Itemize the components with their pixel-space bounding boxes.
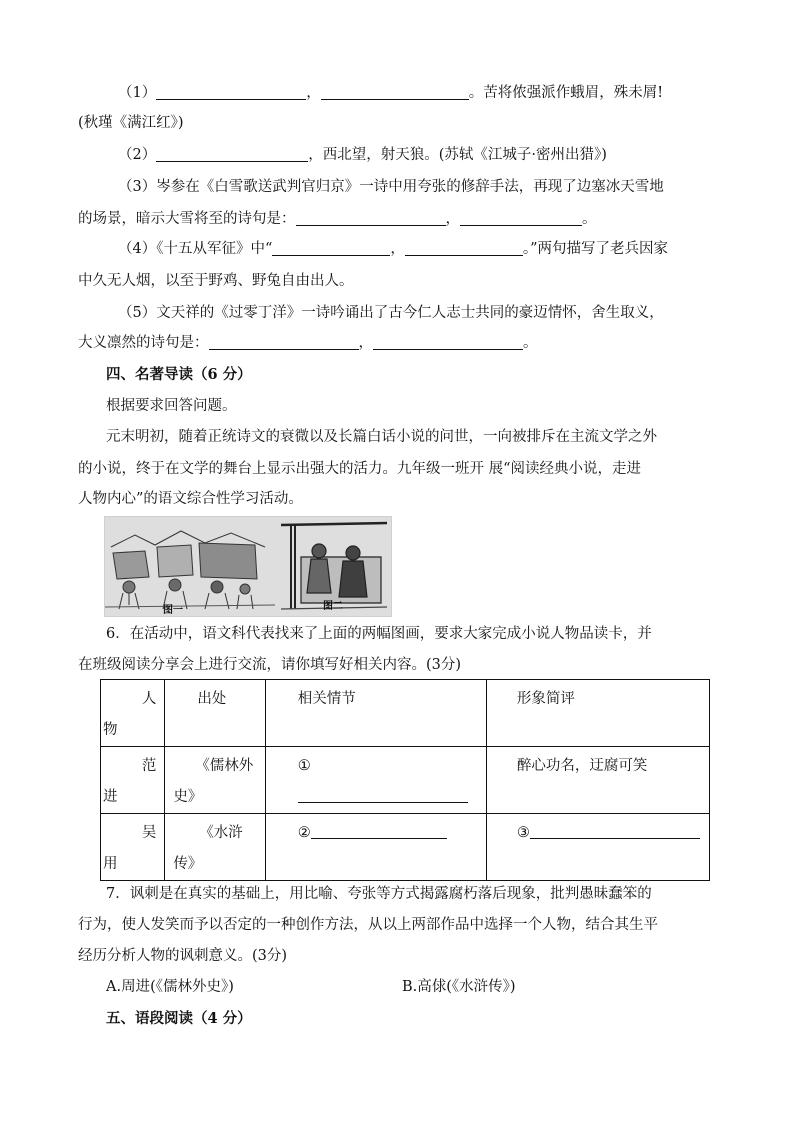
section-4-title: 四、名著导读（6 分） <box>106 366 252 383</box>
answer-blank-2[interactable] <box>156 146 308 162</box>
option-b[interactable]: B.高俅(《水浒传》) <box>402 979 516 995</box>
question-1-source: (秋瑾《满江红》) <box>78 115 184 131</box>
question-5-line2: 大义凛然的诗句是： ， 。 <box>78 335 538 351</box>
question-6-line2: 在班级阅读分享会上进行交流，请你填写好相关内容。(3分) <box>78 657 462 673</box>
row-1-evaluation: 醉心功名，迂腐可笑 <box>486 747 709 814</box>
question-4-line2: 中久无人烟，以至于野鸡、野兔自由出人。 <box>78 273 354 289</box>
row-2-evaluation[interactable]: ③ <box>486 814 709 881</box>
answer-blank-4a[interactable] <box>272 240 390 256</box>
row-1-source: 《儒林外 史》 <box>165 747 265 814</box>
row-2-character: 吴 用 <box>101 814 165 881</box>
answer-blank-1a[interactable] <box>156 84 306 100</box>
figure-1-caption: 图一 <box>163 605 183 616</box>
section-4-instruction: 根据要求回答问题。 <box>106 398 237 414</box>
table-row <box>101 747 710 814</box>
question-5-line1: （5）文天祥的《过零丁洋》一诗吟诵出了古今仁人志士共同的豪迈情怀，舍生取义， <box>118 305 664 321</box>
row-1-plot[interactable]: ① <box>265 747 486 814</box>
question-4-line1: （4）《十五从军征》中“ ， 。”两句描写了老兵因家 <box>118 241 669 257</box>
question-1-line: （1） ， 。苦将侬强派作蛾眉，殊未屑! <box>118 85 664 101</box>
section-4-para-line2: 的小说，终于在文学的舞台上显示出强大的活力。九年级一班开 展“阅读经典小说，走进 <box>78 461 642 477</box>
row-2-plot[interactable]: ② <box>265 814 486 881</box>
figure-2-caption: 图二 <box>323 601 343 612</box>
character-reading-card <box>100 679 710 881</box>
question-2-line: （2） ，西北望，射天狼。(苏轼《江城子·密州出猎》) <box>118 147 607 163</box>
table-header-row <box>101 680 710 747</box>
novel-illustrations <box>104 516 392 617</box>
section-4-para-line1: 元末明初，随着正统诗文的衰微以及长篇白话小说的问世，一向被排斥在主流文学之外 <box>106 429 657 445</box>
answer-blank-5a[interactable] <box>209 334 359 350</box>
header-source: 出处 <box>165 680 265 747</box>
row-1-character: 范 进 <box>101 747 165 814</box>
question-6-line1: 6．在活动中，语文科代表找来了上面的两幅图画，要求大家完成小说人物品读卡，并 <box>106 626 652 642</box>
answer-blank-3a[interactable] <box>296 210 446 226</box>
row-2-source: 《水浒 传》 <box>165 814 265 881</box>
question-3-line1: （3）岑参在《白雪歌送武判官归京》一诗中用夸张的修辞手法，再现了边塞冰天雪地 <box>118 179 664 195</box>
question-3-line2: 的场景，暗示大雪将至的诗句是： ， 。 <box>78 211 597 227</box>
question-7-line3: 经历分析人物的讽刺意义。(3分) <box>78 948 288 964</box>
section-5-title: 五、语段阅读（4 分） <box>106 1010 252 1027</box>
option-a[interactable]: A.周进(《儒林外史》) <box>106 979 234 995</box>
answer-blank-1b[interactable] <box>321 84 469 100</box>
header-evaluation: 形象简评 <box>486 680 709 747</box>
header-character: 人 物 <box>101 680 165 747</box>
question-7-line1: 7．讽刺是在真实的基础上，用比喻、夸张等方式揭露腐朽落后现象，批判愚昧蠢笨的 <box>106 886 652 902</box>
answer-blank-evaluation-2[interactable] <box>530 823 700 839</box>
question-7-line2: 行为，使人发笑而予以否定的一种创作方法，从以上两部作品中选择一个人物，结合其生平 <box>78 917 658 933</box>
illustration-scenes <box>105 517 391 616</box>
answer-blank-5b[interactable] <box>373 334 523 350</box>
answer-blank-plot-1[interactable] <box>298 787 468 803</box>
answer-blank-4b[interactable] <box>405 240 523 256</box>
answer-blank-plot-2[interactable] <box>311 823 447 839</box>
section-4-para-line3: 人物内心”的语文综合性学习活动。 <box>78 491 303 507</box>
header-plot: 相关情节 <box>265 680 486 747</box>
table-row <box>101 814 710 881</box>
answer-blank-3b[interactable] <box>460 210 582 226</box>
